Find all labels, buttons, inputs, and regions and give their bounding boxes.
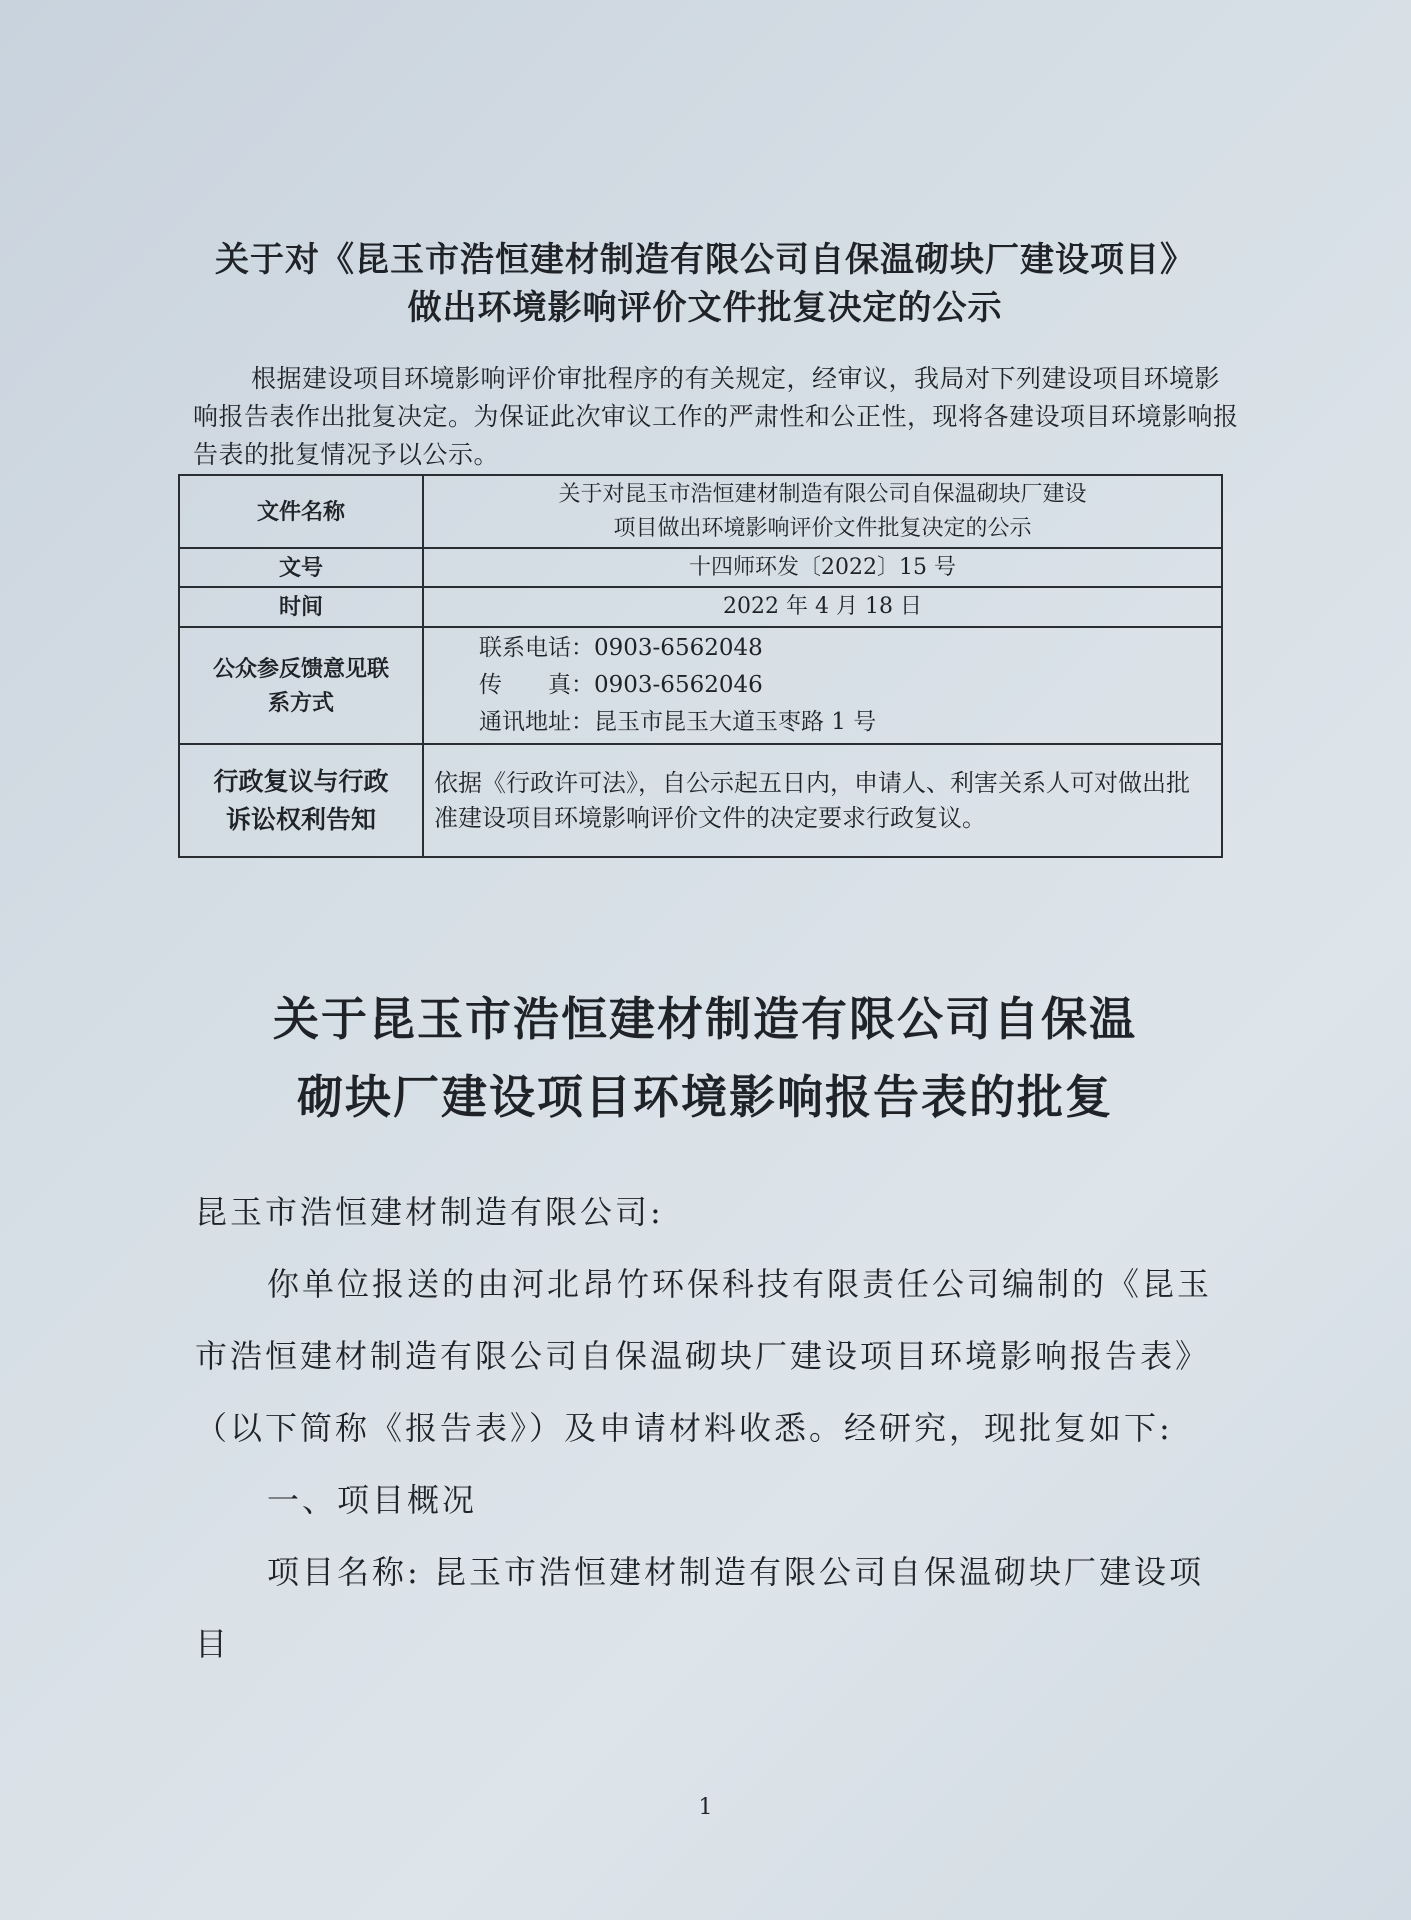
- section-heading: 一、项目概况: [267, 1481, 478, 1519]
- review-label-line2: 诉讼权利告知: [225, 804, 376, 834]
- notice-intro: 根据建设项目环境影响评价审批程序的有关规定，经审议，我局对下列建设项目环境影响报告表作出批复决定。为保证此次审议工作的严肃性和公正性，现将各建设项目环境影响报告表的批复情况予以公示。: [193, 364, 1239, 469]
- contact-phone: 联系电话：0903-6562048: [479, 635, 763, 661]
- page-number: 1: [698, 1795, 713, 1820]
- notice-title: [150, 236, 1260, 332]
- approval-title-line2: 砌块厂建设项目环境影响报告表的批复: [297, 1070, 1113, 1124]
- contact-fax: 传 真：0903-6562046: [479, 672, 763, 698]
- time-value: 2022 年 4 月 18 日: [423, 587, 1222, 627]
- table-row: [179, 587, 1222, 627]
- feedback-label-line2: 系方式: [267, 689, 334, 716]
- notice-title-line2: 做出环境影响评价文件批复决定的公示: [407, 288, 1003, 328]
- notice-title-line1: 关于对《昆玉市浩恒建材制造有限公司自保温砌块厂建设项目》: [215, 240, 1195, 280]
- review-label: [179, 744, 423, 857]
- approval-body: [195, 1176, 1235, 1680]
- file-name-line2: 项目做出环境影响评价文件批复决定的公示: [613, 515, 1032, 541]
- file-name-value: [423, 475, 1222, 548]
- approval-title: [150, 980, 1260, 1136]
- table-row: [179, 744, 1222, 857]
- approval-paragraph: 你单位报送的由河北昂竹环保科技有限责任公司编制的《昆玉市浩恒建材制造有限公司自保温砌块厂建设项目环境影响报告表》（以下简称《报告表》）及申请材料收悉。经研究，现批复如下:: [195, 1265, 1213, 1447]
- file-name-line1: 关于对昆玉市浩恒建材制造有限公司自保温砌块厂建设: [558, 481, 1087, 507]
- notice-info-table: [178, 474, 1223, 858]
- approval-title-line1: 关于昆玉市浩恒建材制造有限公司自保温: [273, 992, 1137, 1046]
- feedback-label: [179, 627, 423, 744]
- project-name: 项目名称: 昆玉市浩恒建材制造有限公司自保温砌块厂建设项目: [195, 1553, 1204, 1663]
- contact-address: 通讯地址：昆玉市昆玉大道玉枣路 1 号: [479, 709, 877, 735]
- review-label-line1: 行政复议与行政: [213, 766, 389, 796]
- file-name-label: 文件名称: [179, 475, 423, 548]
- time-label: 时间: [179, 587, 423, 627]
- table-row: [179, 627, 1222, 744]
- feedback-label-line1: 公众参反馈意见联: [212, 655, 389, 682]
- review-value: 依据《行政许可法》，自公示起五日内，申请人、利害关系人可对做出批准建设项目环境影响评价文件的决定要求行政复议。: [423, 744, 1222, 857]
- table-row: [179, 475, 1222, 548]
- doc-no-value: 十四师环发〔2022〕15 号: [423, 548, 1222, 587]
- table-row: [179, 548, 1222, 587]
- salutation: 昆玉市浩恒建材制造有限公司:: [195, 1193, 664, 1231]
- feedback-contact: [423, 627, 1222, 744]
- doc-no-label: 文号: [179, 548, 423, 587]
